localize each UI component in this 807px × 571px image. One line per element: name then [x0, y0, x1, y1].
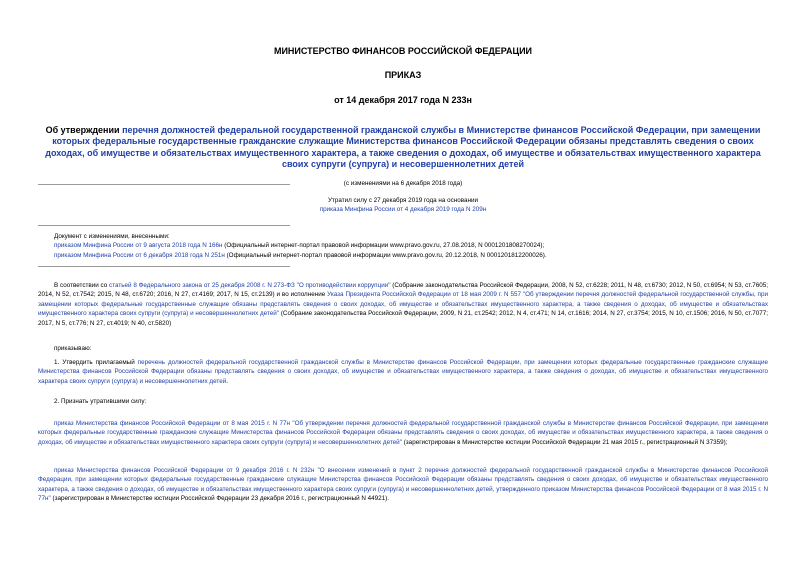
item-1: 1. Утвердить прилагаемый перечень должностей федеральной государственной гражданской службы в Министерстве финансов Российской Федерации, при замещении которых федеральные государственные гражданские служащие Министерства финансов Российской Федерации обязаны представлять сведения о своих доходах, об имуществе и обязательствах имущественного характера, а также сведения о доходах, об имуществе и обязательствах имущественного характера своих супруги (супруга) и несовершеннолетних детей. — [38, 359, 769, 385]
list-link[interactable]: перечень должностей федеральной государственной гражданской службы в Министерстве финансов Российской Федерации, при замещении которых федеральные государственные гражданские служащие Министерства финансов Российской Федерации обязаны представлять сведения о своих доходах, об имуществе и обязательствах имущественного характера, а также сведения о доходах, об имуществе и обязательствах имущественного характера своих супруги (супруга) и несовершеннолетних детей — [38, 359, 769, 385]
changes-block — [54, 232, 768, 260]
item-2: 2. Признать утратившими силу: — [54, 398, 147, 405]
document-date-number: от 14 декабря 2017 года N 233н — [334, 95, 472, 105]
divider-changes — [38, 266, 290, 267]
expired-notice — [38, 196, 768, 215]
title-link[interactable]: перечня должностей федеральной государственной гражданской службы в Министерстве финансов Российской Федерации, при замещении которых федеральные государственные гражданские служащие Министерства финансов Российской Федерации обязаны представлять сведения о своих доходах, об имуществе и обязательствах имущественного характера, а также сведения о доходах, об имуществе и обязательствах имущественного характера своих супруги (супруга) и несовершеннолетних детей — [45, 125, 761, 170]
expired-link[interactable]: приказа Минфина России от 4 декабря 2019 года N 209н — [319, 206, 487, 214]
change-link[interactable]: приказом Минфина России от 9 августа 2018 года N 166н — [54, 242, 223, 250]
changes-intro: Документ с изменениями, внесенными: — [54, 233, 170, 240]
decree-link[interactable]: Указа Президента Российской Федерации от 18 мая 2009 г. N 557 "Об утверждении перечня должностей федеральной государственной службы, при замещении которых федеральные государственные служащие обязаны представлять сведения о своих доходах, об имуществе и обязательствах имущественного характера, а также сведения о доходах, об имуществе и обязательствах имущественного характера своих супруги (супруга) и несовершеннолетних детей" — [38, 291, 768, 318]
revision-status: (с изменениями на 6 декабря 2018 года) — [343, 179, 463, 187]
repealed-link-1[interactable]: приказ Министерства финансов Российской Федерации от 8 мая 2015 г. N 77н "Об утверждении перечня должностей федеральной государственной гражданской службы в Министерстве финансов Российской Федерации, при замещении которых федеральные государственные гражданские служащие Министерства финансов Российской Федерации обязаны представлять сведения о своих доходах, об имуществе и обязательствах имущественного характера, а также сведения о доходах, об имуществе и обязательствах имущественного характера своих супруги (супруга) и несовершеннолетних детей" — [38, 420, 768, 446]
ministry-heading: МИНИСТЕРСТВО ФИНАНСОВ РОССИЙСКОЙ ФЕДЕРАЦИИ — [273, 46, 533, 56]
repealed-order-2: приказ Министерства финансов Российской Федерации от 9 декабря 2016 г. N 232н "О внесении изменений в пункт 2 перечня должностей федеральной государственной гражданской службы в Министерстве финансов Российской Федерации, при замещении которых федеральные государственные гражданские служащие Министерства финансов Российской Федерации обязаны представлять сведения о своих доходах, об имуществе и обязательствах имущественного характера, а также сведения о доходах, об имуществе и обязательствах имущественного характера своих супруги (супруга) и несовершеннолетних детей, утвержденного приказом Министерства финансов Российской Федерации от 8 мая 2015 г. N 77н" (зарегистрирован в Министерстве юстиции Российской Федерации 23 декабря 2016 г., регистрационный N 44921). — [38, 467, 768, 503]
repealed-link-2[interactable]: приказ Министерства финансов Российской Федерации от 9 декабря 2016 г. N 232н "О внесении изменений в пункт 2 перечня должностей федеральной государственной гражданской службы в Министерстве финансов Российской Федерации, при замещении которых федеральные государственные гражданские служащие Министерства финансов Российской Федерации обязаны представлять сведения о своих доходах, об имуществе и обязательствах имущественного характера, а также сведения о доходах, об имуществе и обязательствах имущественного характера своих супруги (супруга) и несовершеннолетних детей, утвержденного приказом Министерства финансов Российской Федерации от 8 мая 2015 г. N 77н" — [38, 467, 768, 503]
document-title — [38, 125, 768, 171]
expired-text: Утратил силу с 27 декабря 2019 года на основании — [327, 197, 479, 204]
document-type: ПРИКАЗ — [384, 70, 422, 80]
law-link[interactable]: статьей 8 Федерального закона от 25 декабря 2008 г. N 273-ФЗ "О противодействии коррупции" — [109, 282, 391, 289]
repealed-order-1: приказ Министерства финансов Российской Федерации от 8 мая 2015 г. N 77н "Об утверждении перечня должностей федеральной государственной гражданской службы в Министерстве финансов Российской Федерации, при замещении которых федеральные государственные гражданские служащие Министерства финансов Российской Федерации обязаны представлять сведения о своих доходах, об имуществе и обязательствах имущественного характера, а также сведения о доходах, об имуществе и обязательствах имущественного характера своих супруги (супруга) и несовершеннолетних детей" (зарегистрирован в Министерстве юстиции Российской Федерации 21 мая 2015 г., регистрационный N 37359); — [38, 420, 768, 446]
preamble: В соответствии со статьей 8 Федерального закона от 25 декабря 2008 г. N 273-ФЗ "О противодействии коррупции" (Собрание законодательства Российской Федерации, 2008, N 52, ст.6228; 2011, N 48, ст.6730; 2012, N 50, ст.6954; N 53, ст.7605; 2014, N 52, ст.7542; 2015, N 48, ст.6720; 2016, N 27, ст.4169; 2017, N 15, ст.2139) и во исполнение Указа Президента Российской Федерации от 18 мая 2009 г. N 557 "Об утверждении перечня должностей федеральной государственной службы, при замещении которых федеральные государственные служащие обязаны представлять сведения о своих доходах, об имуществе и обязательствах имущественного характера, а также сведения о доходах, об имуществе и обязательствах имущественного характера своих супруги (супруга) и несовершеннолетних детей" (Собрание законодательства Российской Федерации, 2009, N 21, ст.2542; 2012, N 4, ст.471; N 14, ст.1616; 2014, N 27, ст.3754; 2015, N 10, ст.1506; 2016, N 50, ст.7077; 2017, N 5, ст.776; N 27, ст.4019; N 40, ст.5820) — [38, 282, 768, 327]
order-word: приказываю: — [54, 345, 92, 352]
divider-top-left — [38, 184, 290, 185]
document-page — [38, 38, 768, 187]
change-item: приказом Минфина России от 6 декабря 2018 года N 251н (Официальный интернет-портал правовой информации www.pravo.gov.ru, 20.12.2018, N 0001201812200026). — [54, 251, 547, 259]
title-prefix: Об утверждении — [45, 125, 123, 135]
divider-mid-left — [38, 225, 290, 226]
change-item: приказом Минфина России от 9 августа 2018 года N 166н (Официальный интернет-портал правовой информации www.pravo.gov.ru, 27.08.2018, N 0001201808270024); — [54, 242, 545, 250]
change-link[interactable]: приказом Минфина России от 6 декабря 2018 года N 251н — [54, 251, 225, 259]
